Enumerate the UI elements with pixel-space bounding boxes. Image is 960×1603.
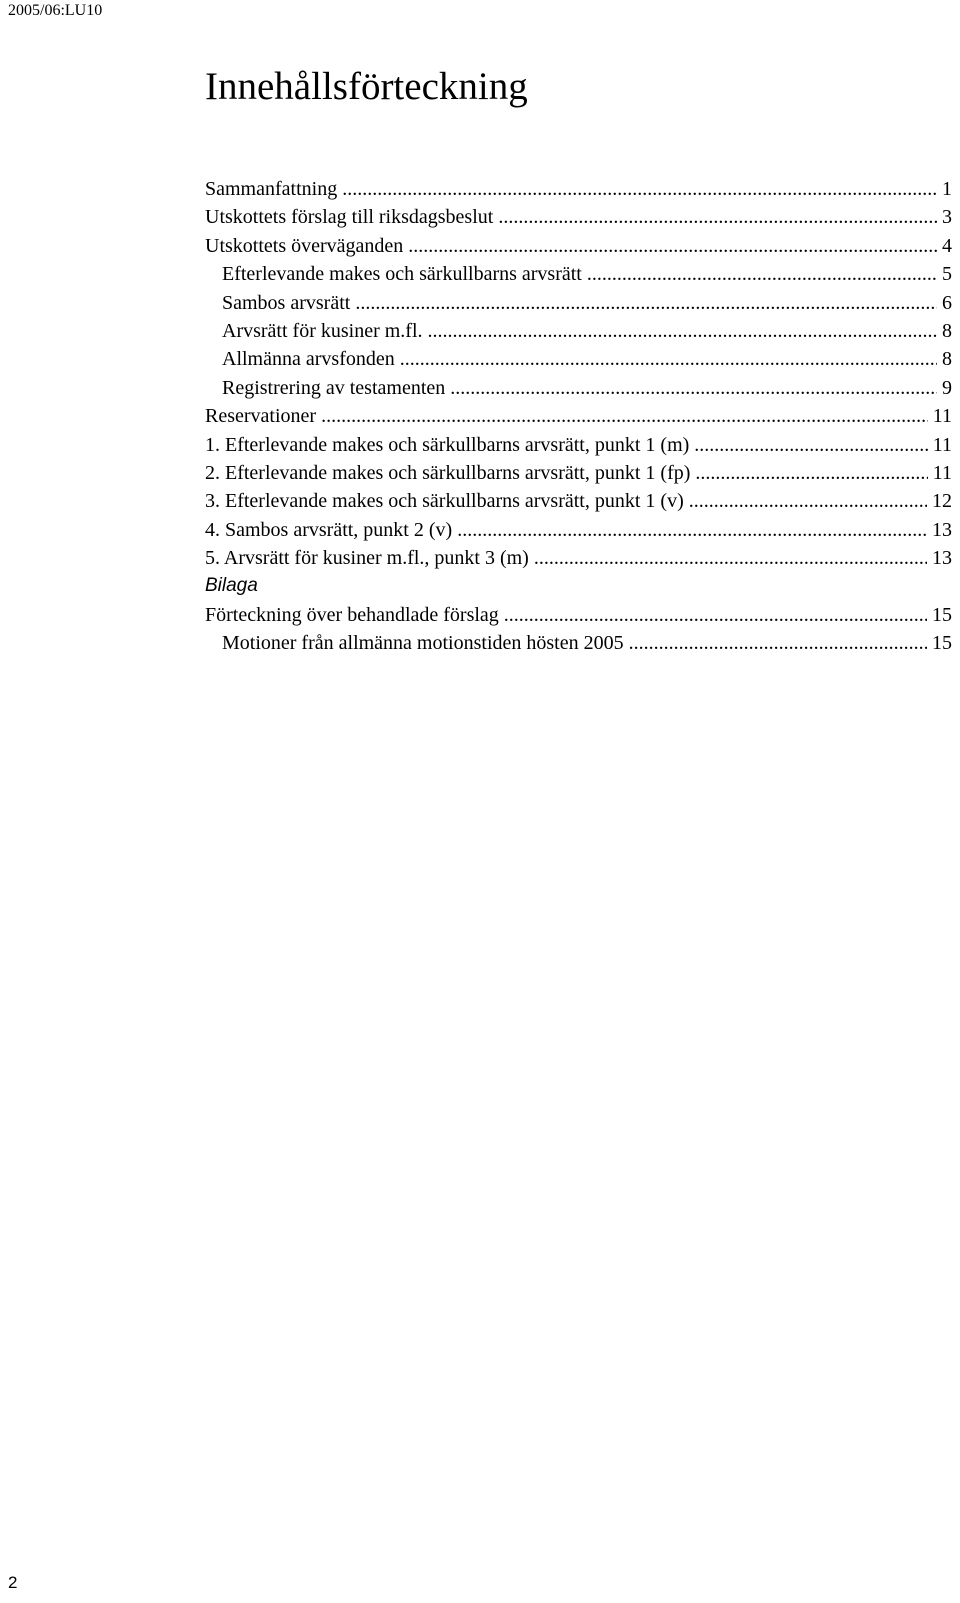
dot-leader: [695, 459, 927, 487]
dot-leader: [694, 431, 927, 459]
toc-entry-title: Utskottets överväganden: [205, 234, 404, 257]
toc-entry-title: 2. Efterlevande makes och särkullbarns arvsrätt, punkt 1 (fp): [205, 461, 691, 484]
toc-entry[interactable]: [205, 487, 952, 515]
toc-entry-title: 1. Efterlevande makes och särkullbarns arvsrätt, punkt 1 (m): [205, 433, 690, 456]
toc-entry[interactable]: [205, 516, 952, 544]
toc-entry[interactable]: [205, 629, 952, 657]
toc-entry-title: Utskottets förslag till riksdagsbeslut: [205, 206, 494, 229]
dot-leader: [342, 175, 937, 203]
dot-leader: [355, 289, 937, 317]
dot-leader: [534, 544, 927, 572]
toc-entry-title: Sammanfattning: [205, 178, 338, 200]
toc-entry-page: 11: [932, 433, 952, 456]
toc-entry-page: 9: [942, 376, 952, 399]
toc-entry[interactable]: [205, 601, 952, 629]
toc-entry[interactable]: [205, 544, 952, 572]
toc-entry-page: 6: [942, 291, 952, 314]
toc-entry-page: 15: [932, 632, 952, 655]
toc-entry-title: 5. Arvsrätt för kusiner m.fl., punkt 3 (m): [205, 547, 529, 570]
toc-entry-title: Registrering av testamenten: [222, 376, 446, 399]
page-number: 2: [8, 1573, 18, 1592]
dot-leader: [629, 629, 927, 657]
toc-entry-page: 5: [942, 263, 952, 286]
toc-entry[interactable]: [205, 289, 952, 317]
toc-entry[interactable]: [205, 459, 952, 487]
dot-leader: [498, 203, 937, 231]
toc-entry-page: 15: [932, 603, 952, 626]
dot-leader: [457, 516, 927, 544]
toc-entry[interactable]: [205, 175, 952, 203]
toc-entry-page: 8: [942, 319, 952, 342]
toc-entry[interactable]: [205, 345, 952, 373]
toc-entry-page: 13: [932, 518, 952, 541]
dot-leader: [689, 487, 927, 515]
dot-leader: [321, 402, 928, 430]
toc-entry-title: Motioner från allmänna motionstiden hösten 2005: [222, 632, 624, 655]
toc-entry[interactable]: [205, 317, 952, 345]
toc-entry-page: 3: [942, 206, 952, 229]
toc-entry[interactable]: [205, 402, 952, 430]
dot-leader: [408, 232, 937, 260]
toc-entry-title: Efterlevande makes och särkullbarns arvsrätt: [222, 263, 582, 286]
toc-entry[interactable]: [205, 431, 952, 459]
appendix-label: Bilaga: [205, 575, 258, 597]
toc-entry-title: 4. Sambos arvsrätt, punkt 2 (v): [205, 518, 453, 541]
toc-entry-page: 4: [942, 234, 952, 257]
table-of-contents: [205, 175, 952, 658]
toc-entry-title: Reservationer: [205, 405, 317, 428]
toc-entry-page: 1: [942, 178, 952, 200]
toc-entry-page: 13: [932, 547, 952, 570]
toc-entry-page: 12: [932, 490, 952, 513]
dot-leader: [400, 345, 937, 373]
toc-entry-title: Allmänna arvsfonden: [222, 348, 395, 371]
toc-entry-page: 11: [932, 405, 952, 428]
dot-leader: [587, 260, 937, 288]
toc-entry[interactable]: [205, 232, 952, 260]
toc-entry-page: 11: [932, 461, 952, 484]
toc-entry[interactable]: [205, 260, 952, 288]
document-id: 2005/06:LU10: [8, 2, 103, 19]
toc-entry-title: Förteckning över behandlade förslag: [205, 603, 499, 626]
toc-entry-title: Sambos arvsrätt: [222, 291, 351, 314]
toc-entry[interactable]: [205, 203, 952, 231]
dot-leader: [504, 601, 927, 629]
page-title: Innehållsförteckning: [205, 65, 528, 108]
dot-leader: [428, 317, 937, 345]
toc-entry-title: Arvsrätt för kusiner m.fl.: [222, 319, 423, 342]
toc-entry[interactable]: [205, 374, 952, 402]
dot-leader: [450, 374, 937, 402]
toc-entry-page: 8: [942, 348, 952, 371]
toc-entry-title: 3. Efterlevande makes och särkullbarns arvsrätt, punkt 1 (v): [205, 490, 684, 513]
